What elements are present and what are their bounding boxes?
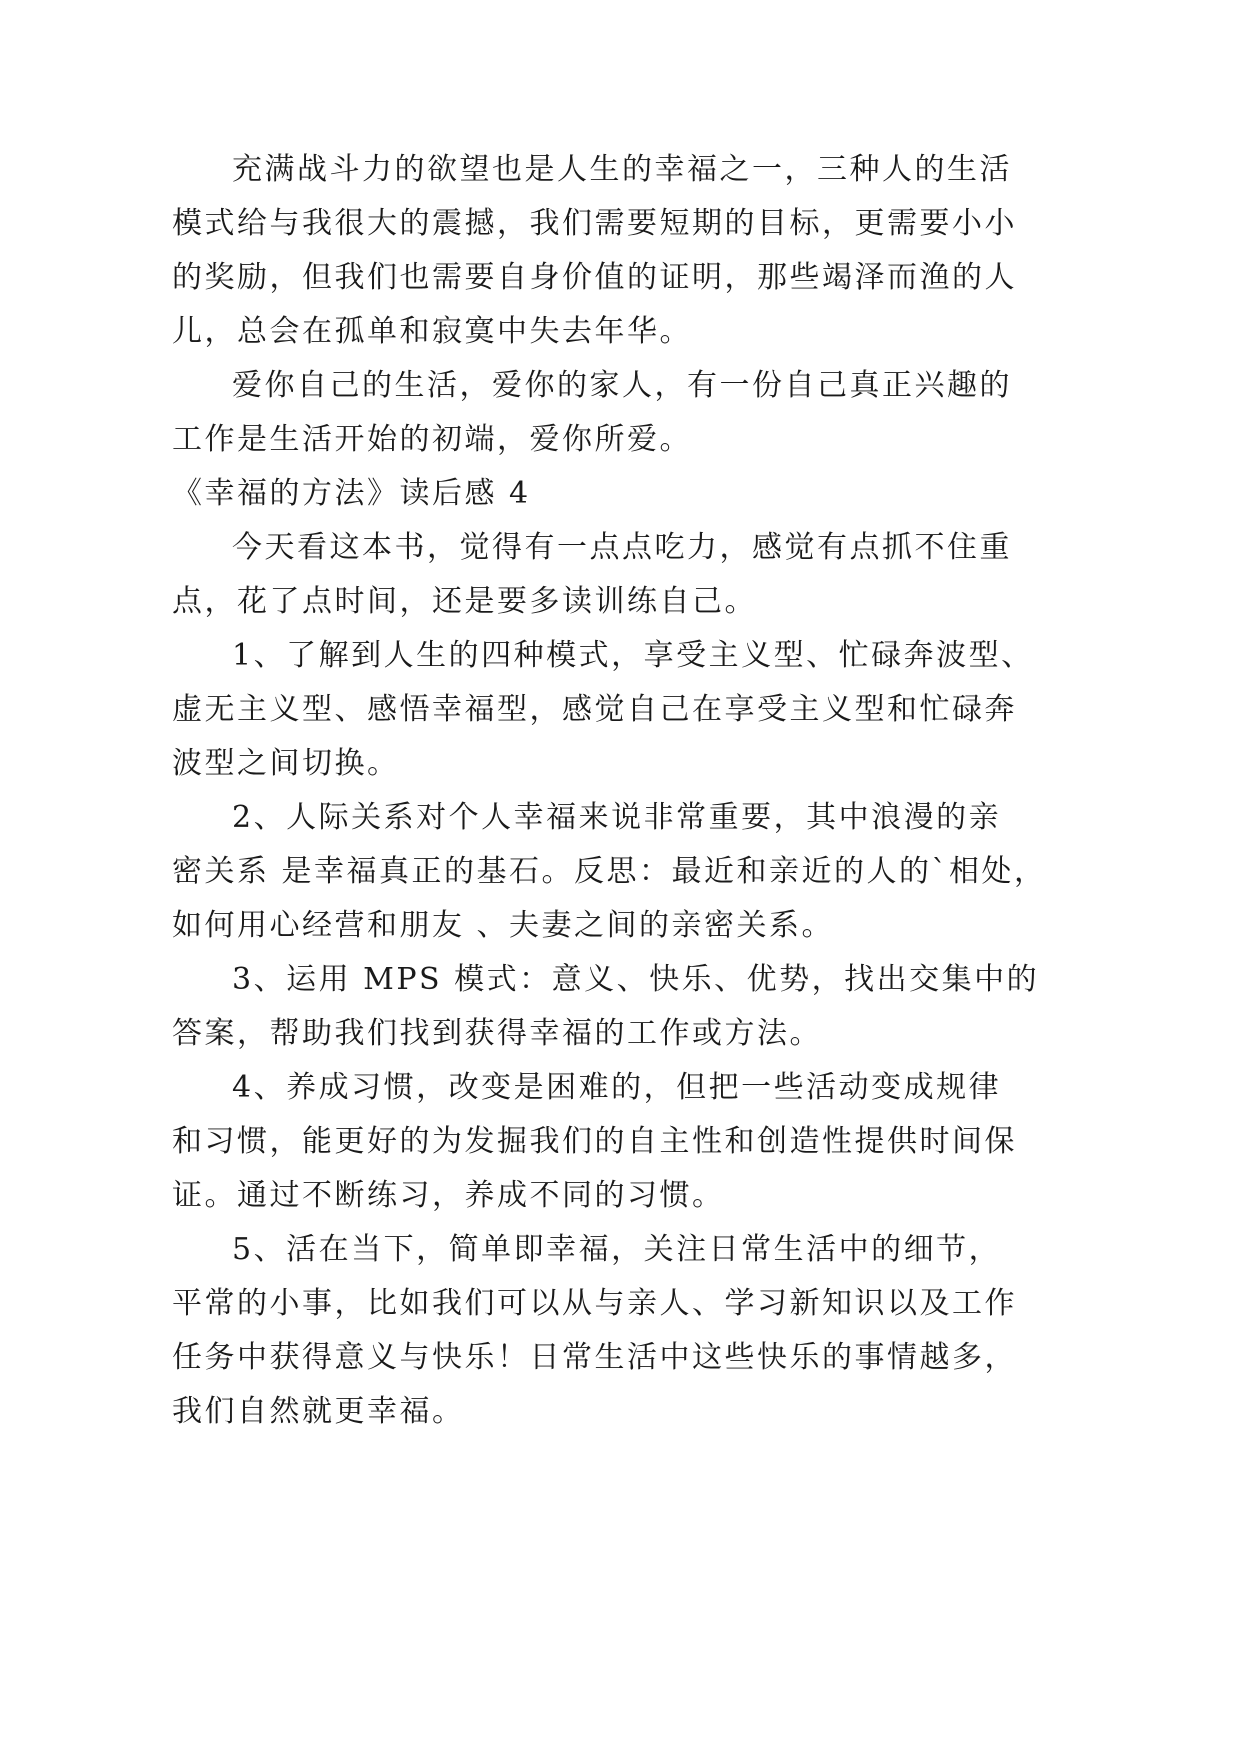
paragraph-line: 爱你自己的生活，爱你的家人，有一份自己真正兴趣的: [232, 368, 1012, 403]
paragraph-line: 5、活在当下，简单即幸福，关注日常生活中的细节，: [232, 1232, 1002, 1267]
paragraph-line: 2、人际关系对个人幸福来说非常重要，其中浪漫的亲: [232, 800, 1002, 835]
paragraph-line: 的奖励，但我们也需要自身价值的证明，那些竭泽而渔的人: [172, 260, 1017, 295]
section-heading: 《幸福的方法》读后感 4: [172, 476, 531, 511]
paragraph-line: 波型之间切换。: [172, 746, 400, 781]
paragraph-line: 1、了解到人生的四种模式，享受主义型、忙碌奔波型、: [232, 638, 1034, 673]
paragraph-line: 4、养成习惯，改变是困难的，但把一些活动变成规律: [232, 1070, 1002, 1105]
paragraph-line: 点，花了点时间，还是要多读训练自己。: [172, 584, 757, 619]
paragraph-line: 密关系 是幸福真正的基石。反思：最近和亲近的人的`相处，: [172, 854, 1047, 889]
paragraph-line: 儿，总会在孤单和寂寞中失去年华。: [172, 314, 692, 349]
paragraph-line: 任务中获得意义与快乐！日常生活中这些快乐的事情越多，: [172, 1340, 1017, 1375]
paragraph-line: 如何用心经营和朋友 、夫妻之间的亲密关系。: [172, 908, 835, 943]
paragraph-line: 虚无主义型、感悟幸福型，感觉自己在享受主义型和忙碌奔: [172, 692, 1017, 727]
paragraph-line: 平常的小事，比如我们可以从与亲人、学习新知识以及工作: [172, 1286, 1017, 1321]
paragraph-line: 和习惯，能更好的为发掘我们的自主性和创造性提供时间保: [172, 1124, 1017, 1159]
paragraph-line: 模式给与我很大的震撼，我们需要短期的目标，更需要小小: [172, 206, 1017, 241]
paragraph-line: 证。通过不断练习，养成不同的习惯。: [172, 1178, 725, 1213]
paragraph-line: 我们自然就更幸福。: [172, 1394, 465, 1429]
paragraph-line: 今天看这本书，觉得有一点点吃力，感觉有点抓不住重: [232, 530, 1012, 565]
paragraph-line: 充满战斗力的欲望也是人生的幸福之一，三种人的生活: [232, 152, 1012, 187]
paragraph-line: 3、运用 MPS 模式：意义、快乐、优势，找出交集中的: [232, 962, 1040, 997]
paragraph-line: 工作是生活开始的初端，爱你所爱。: [172, 422, 692, 457]
paragraph-line: 答案，帮助我们找到获得幸福的工作或方法。: [172, 1016, 822, 1051]
